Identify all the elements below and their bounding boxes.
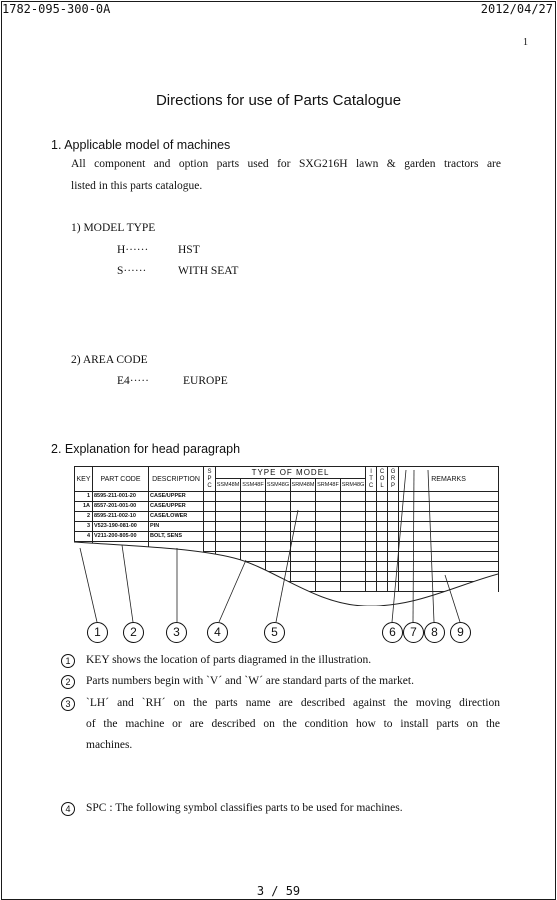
note-mark: 2 bbox=[61, 675, 75, 689]
page-number: 3 / 59 bbox=[256, 884, 301, 898]
note-text: SPC : The following symbol classifies parts to be used for machines. bbox=[86, 802, 403, 814]
callout-5: 5 bbox=[264, 622, 285, 643]
note-mark: 4 bbox=[61, 802, 75, 816]
model-type-desc: HST bbox=[178, 244, 200, 256]
col-type-of-model-header: TYPE OF MODEL bbox=[216, 467, 366, 479]
row-part-code: V523-190-081-00 bbox=[93, 522, 149, 532]
area-code-code: E4····· bbox=[117, 375, 149, 387]
row-part-code: 8595-211-002-10 bbox=[93, 512, 149, 522]
model-header: SSM48G bbox=[266, 479, 291, 492]
row-key: 1 bbox=[75, 492, 93, 502]
col-itc-header: I T C bbox=[366, 467, 377, 492]
row-description: CASE/UPPER bbox=[149, 502, 204, 512]
area-code-desc: EUROPE bbox=[183, 375, 228, 387]
callout-8: 8 bbox=[424, 622, 445, 643]
col-col-header: C O L bbox=[377, 467, 388, 492]
col-description-header: DESCRIPTION bbox=[149, 467, 204, 492]
row-key: 4 bbox=[75, 532, 93, 542]
callout-1: 1 bbox=[87, 622, 108, 643]
callout-7: 7 bbox=[403, 622, 424, 643]
model-header: SRM48M bbox=[291, 479, 316, 492]
page-index: 1 bbox=[523, 37, 528, 48]
doc-date: 2012/04/27 bbox=[480, 2, 553, 16]
row-part-code: 8595-211-001-20 bbox=[93, 492, 149, 502]
section1-heading: 1. Applicable model of machines bbox=[51, 138, 231, 152]
row-key: 3 bbox=[75, 522, 93, 532]
col-spc-header: S P C bbox=[204, 467, 216, 492]
area-code-heading: 2) AREA CODE bbox=[71, 354, 148, 366]
note-text: Parts numbers begin with `V´ and `W´ are standard parts of the market. bbox=[86, 675, 414, 687]
note-text: machines. bbox=[86, 739, 133, 751]
note-mark: 1 bbox=[61, 654, 75, 668]
row-description: BOLT, SENS bbox=[149, 532, 204, 542]
model-type-heading: 1) MODEL TYPE bbox=[71, 222, 156, 234]
section1-para-line1: All component and option parts used for SXG216H lawn & garden tractors are bbox=[71, 158, 501, 170]
col-grp-header: G R P bbox=[388, 467, 399, 492]
note-text: KEY shows the location of parts diagramed in the illustration. bbox=[86, 654, 372, 666]
model-type-desc: WITH SEAT bbox=[178, 265, 239, 277]
row-key: 2 bbox=[75, 512, 93, 522]
page-title: Directions for use of Parts Catalogue bbox=[155, 92, 402, 109]
section1-para-line2: listed in this parts catalogue. bbox=[71, 180, 203, 192]
model-header: SSM48F bbox=[241, 479, 266, 492]
model-type-code: H······ bbox=[117, 244, 149, 256]
col-remarks-header: REMARKS bbox=[399, 467, 499, 492]
note-text: of the machine or are described on the condition how to install parts on the bbox=[86, 718, 500, 730]
model-header: SRM48G bbox=[341, 479, 366, 492]
callout-4: 4 bbox=[207, 622, 228, 643]
row-description: PIN bbox=[149, 522, 204, 532]
section2-heading: 2. Explanation for head paragraph bbox=[51, 442, 241, 456]
row-part-code: V211-200-805-00 bbox=[93, 532, 149, 542]
torn-edge-mask bbox=[74, 466, 498, 606]
doc-id: 1782-095-300-0A bbox=[2, 2, 111, 16]
callout-9: 9 bbox=[450, 622, 471, 643]
parts-table-figure bbox=[74, 466, 498, 606]
note-mark: 3 bbox=[61, 697, 75, 711]
row-description: CASE/UPPER bbox=[149, 492, 204, 502]
model-header: SRM48F bbox=[316, 479, 341, 492]
row-key: 1A bbox=[75, 502, 93, 512]
row-part-code: 8557-201-001-00 bbox=[93, 502, 149, 512]
model-type-code: S······ bbox=[117, 265, 147, 277]
row-description: CASE/LOWER bbox=[149, 512, 204, 522]
col-key-header: KEY bbox=[75, 467, 93, 492]
callout-6: 6 bbox=[382, 622, 403, 643]
callout-3: 3 bbox=[166, 622, 187, 643]
model-header: SSM48M bbox=[216, 479, 241, 492]
callout-2: 2 bbox=[123, 622, 144, 643]
note-text: `LH´ and `RH´ on the parts name are described against the moving direction bbox=[86, 697, 500, 709]
col-part-code-header: PART CODE bbox=[93, 467, 149, 492]
